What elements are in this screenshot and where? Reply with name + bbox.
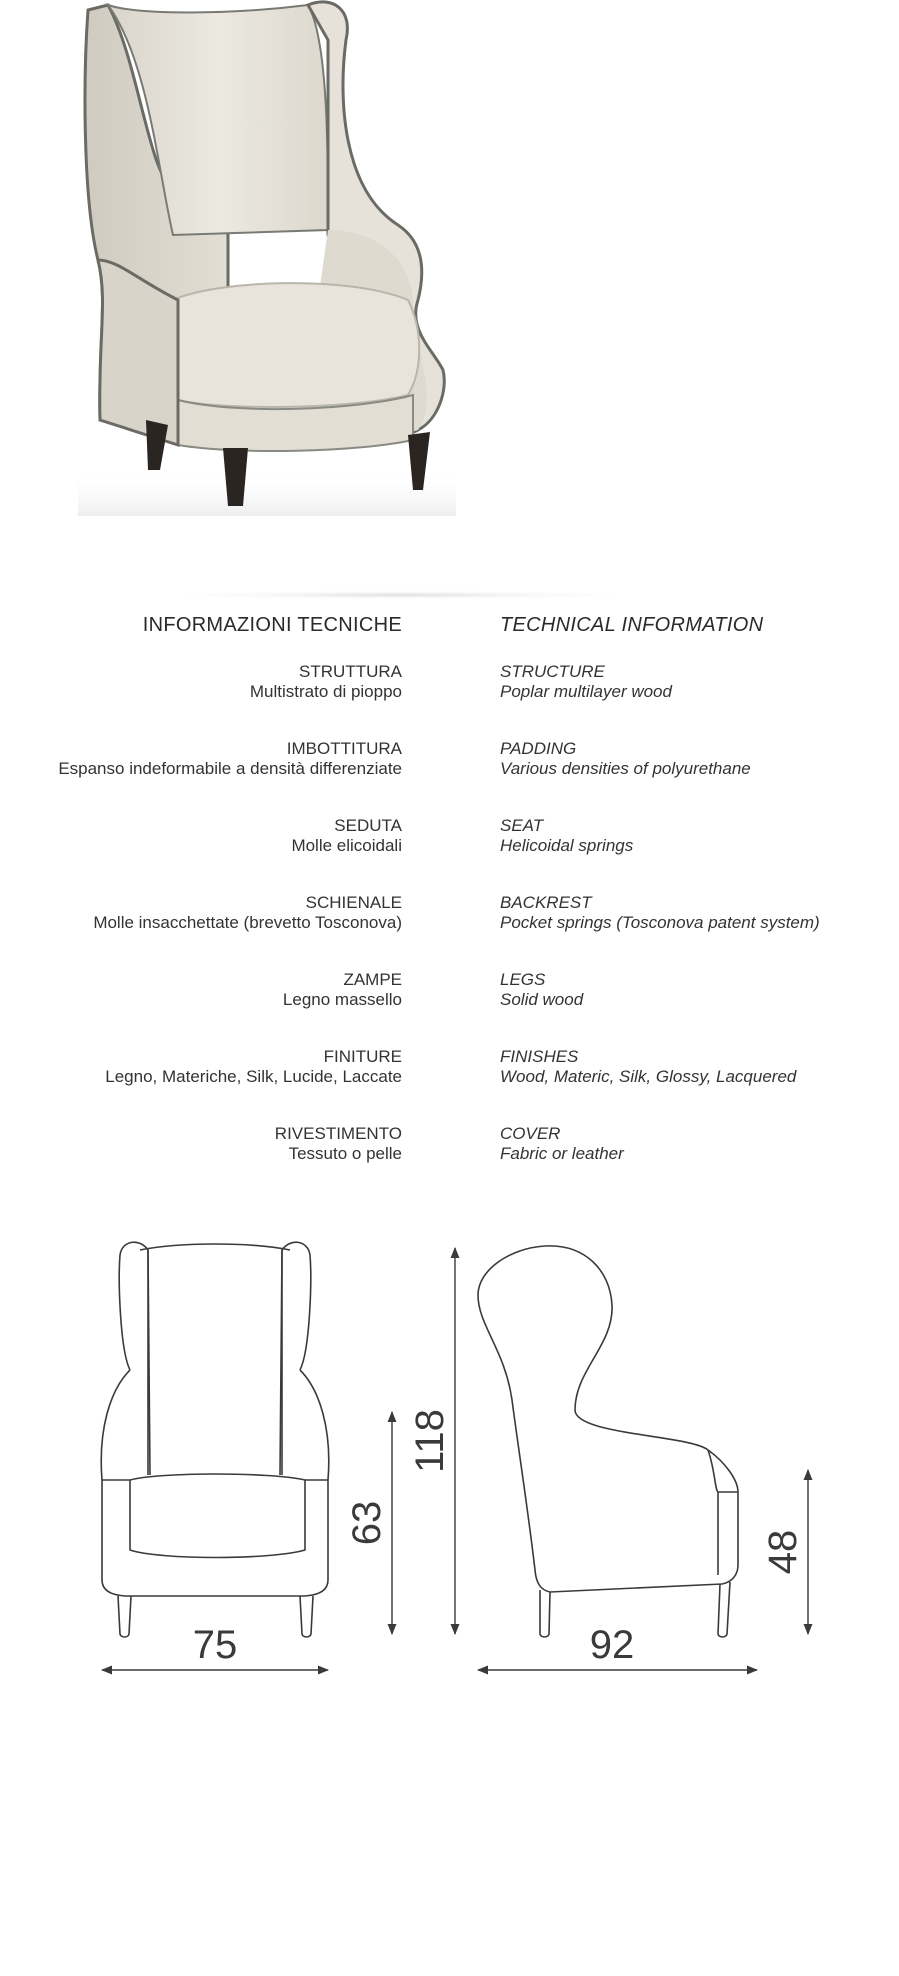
side-view-drawing	[478, 1246, 738, 1637]
spec-value: Molle elicoidali	[291, 836, 402, 855]
spec-padding-en	[500, 739, 880, 816]
front-view-drawing	[101, 1242, 329, 1637]
spec-value: Multistrato di pioppo	[249, 682, 402, 701]
spec-label: COVER	[500, 1124, 561, 1143]
spec-value: Legno, Materiche, Silk, Lucide, Laccate	[105, 1067, 402, 1086]
spec-value: Fabric or leather	[500, 1144, 624, 1163]
spec-label: FINITURE	[323, 1047, 402, 1066]
english-section-title: TECHNICAL INFORMATION	[500, 614, 764, 636]
spec-seat-en	[500, 816, 880, 893]
front-width-label: 75	[192, 1623, 238, 1667]
spec-padding-it	[2, 739, 402, 816]
side-depth-label: 92	[589, 1623, 635, 1667]
spec-label: SEDUTA	[334, 816, 402, 835]
spec-structure-it	[2, 662, 402, 739]
spec-label: FINISHES	[500, 1047, 579, 1066]
spec-finishes-en	[500, 1047, 880, 1124]
spec-legs-it	[2, 970, 402, 1047]
section-divider	[185, 591, 615, 599]
spec-value: Molle insacchettate (brevetto Tosconova)	[93, 913, 402, 932]
english-specs-column	[500, 612, 880, 1195]
spec-value: Various densities of polyurethane	[500, 759, 751, 778]
spec-label: IMBOTTITURA	[286, 739, 402, 758]
spec-structure-en	[500, 662, 880, 739]
spec-value: Helicoidal springs	[500, 836, 634, 855]
spec-value: Solid wood	[500, 990, 584, 1009]
spec-backrest-en	[500, 893, 880, 970]
total-height-label: 118	[408, 1409, 452, 1473]
spec-seat-it	[2, 816, 402, 893]
front-seat-height-label: 63	[345, 1500, 389, 1546]
spec-label: STRUCTURE	[500, 662, 605, 681]
spec-label: STRUTTURA	[299, 662, 402, 681]
spec-label: ZAMPE	[343, 970, 402, 989]
spec-label: LEGS	[500, 970, 546, 989]
spec-cover-it	[2, 1124, 402, 1201]
spec-label: PADDING	[500, 739, 577, 758]
spec-label: SCHIENALE	[305, 893, 402, 912]
side-seat-height-label: 48	[761, 1529, 805, 1575]
spec-cover-en	[500, 1124, 880, 1201]
spec-legs-en	[500, 970, 880, 1047]
spec-backrest-it	[2, 893, 402, 970]
spec-finishes-it	[2, 1047, 402, 1124]
spec-label: BACKREST	[500, 893, 592, 912]
spec-label: SEAT	[500, 816, 544, 835]
italian-section-title: INFORMAZIONI TECNICHE	[142, 614, 402, 636]
armchair-photo	[78, 0, 456, 516]
spec-value: Pocket springs (Tosconova patent system)	[500, 913, 820, 932]
spec-label: RIVESTIMENTO	[274, 1124, 402, 1143]
spec-value: Wood, Materic, Silk, Glossy, Lacquered	[500, 1067, 797, 1086]
italian-specs-column	[2, 612, 402, 1201]
spec-value: Tessuto o pelle	[288, 1144, 402, 1163]
dimension-drawings	[0, 1230, 899, 1690]
spec-value: Poplar multilayer wood	[500, 682, 672, 701]
spec-value: Legno massello	[282, 990, 402, 1009]
spec-value: Espanso indeformabile a densità differenziate	[58, 759, 402, 778]
